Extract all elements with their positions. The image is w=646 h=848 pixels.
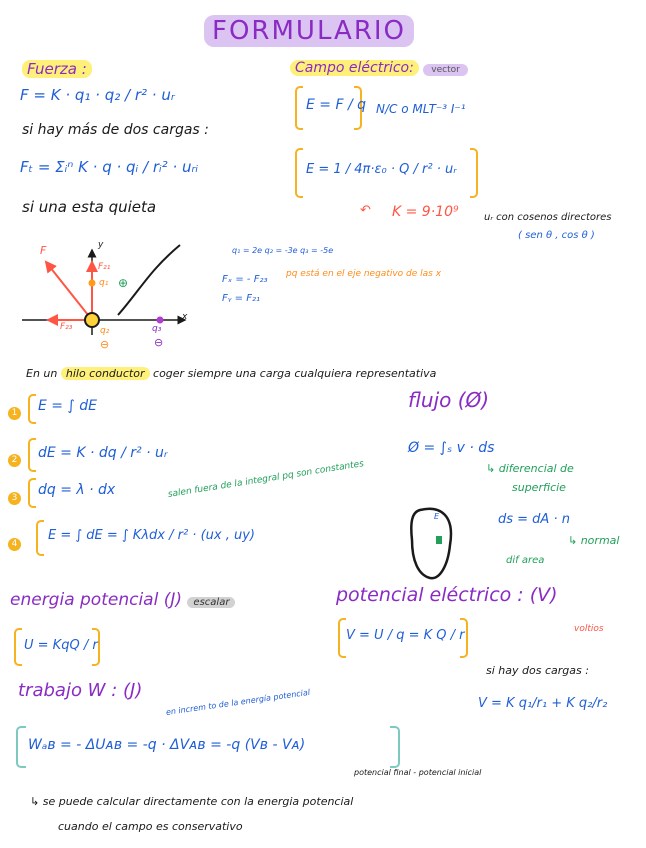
potencial-heading: potencial eléctrico : (V) — [336, 584, 558, 606]
conductor-sentence: En un hilo conductor coger siempre una carga cualquiera representativa — [26, 367, 437, 380]
potencial-two-charges: si hay dos cargas : — [486, 664, 589, 677]
label-q3: q₃ — [152, 324, 162, 334]
label-minus-q3: ⊖ — [154, 336, 164, 349]
surface-shape — [411, 509, 451, 578]
trabajo-sub-note: potencial final - potencial inicial — [354, 768, 482, 777]
fx-equation: Fₓ = - F₂₃ — [222, 274, 268, 285]
campo-heading: Campo eléctrico: vector — [290, 60, 468, 76]
page-title: FORMULARIO — [204, 16, 414, 46]
step-3-equation: dq = λ · dx — [38, 482, 116, 498]
ds-equation: ds = dA · n — [498, 512, 570, 527]
label-F23: F₂₃ — [60, 322, 73, 332]
label-F: F — [40, 244, 47, 257]
step-4-equation: E = ∫ dE = ∫ Kλdx / r² · (ux , uy) — [48, 528, 255, 543]
energia-box-left — [14, 628, 22, 666]
fuerza-multi-text: si hay más de dos cargas : — [22, 122, 209, 138]
campo-k-value: K = 9·10⁹ — [392, 204, 459, 220]
campo-ur-directors: ( sen θ , cos θ ) — [518, 230, 595, 241]
label-F21: F₂₁ — [98, 262, 111, 272]
flujo-note-1: ↳ diferencial de — [486, 462, 574, 475]
surface-element — [436, 536, 442, 544]
step-2: 2 — [8, 447, 21, 467]
trabajo-note: en increm to de la energía potencial — [165, 687, 311, 717]
fy-equation: Fᵧ = F₂₁ — [222, 293, 260, 304]
campo-equation-2: E = 1 / 4π·ε₀ · Q / r² · uᵣ — [306, 162, 457, 177]
flujo-note-2: superficie — [512, 481, 566, 494]
campo-k-arrow: ↶ — [360, 203, 371, 218]
step-2-equation: dE = K · dq / r² · uᵣ — [38, 445, 168, 461]
label-q1: q₁ — [99, 278, 109, 288]
surface-E-label: E — [434, 512, 440, 521]
fuerza-heading: Fuerza : — [22, 60, 92, 78]
energia-heading: energia potencial (J) escalar — [10, 590, 235, 610]
step-1: 1 — [8, 400, 21, 420]
label-q2: q₂ — [100, 326, 110, 336]
step-3: 3 — [8, 485, 21, 505]
step-4: 4 — [8, 531, 21, 551]
charge-values: q₁ = 2e q₂ = -3e q₃ = -5e — [232, 246, 334, 255]
fuerza-quieta-text: si una esta quieta — [22, 198, 157, 216]
label-y: y — [98, 240, 104, 250]
label-minus-q2: ⊖ — [100, 338, 110, 351]
trabajo-box-right — [390, 726, 400, 768]
footer-line-1: ↳ se puede calcular directamente con la energia potencial — [30, 795, 354, 808]
trabajo-equation: Wₐв = - ΔUᴀв = -q · ΔVᴀв = -q (Vв - Vᴀ) — [28, 737, 306, 753]
potencial-equation-2: V = K q₁/r₁ + K q₂/r₂ — [478, 696, 608, 711]
label-plus: ⊕ — [118, 276, 129, 290]
normal-label: ↳ normal — [568, 534, 620, 547]
footer-line-2: cuando el campo es conservativo — [58, 820, 243, 833]
voltios-label: voltios — [574, 624, 604, 634]
flujo-heading: flujo (Ø) — [408, 388, 490, 412]
trabajo-heading: trabajo W : (J) — [18, 680, 143, 701]
flujo-equation: Ø = ∫ₛ v · ds — [408, 440, 495, 456]
energia-equation: U = KqQ / r — [24, 638, 98, 653]
fuerza-sum-equation: Fₜ = Σᵢⁿ K · q · qᵢ / rᵢ² · uᵣᵢ — [20, 158, 199, 176]
potencial-equation: V = U / q = K Q / r — [346, 628, 465, 643]
label-x: x — [182, 312, 188, 322]
constants-note: salen fuera de la integral pq son constantes — [167, 459, 365, 500]
campo-equation-1: E = F / q — [306, 97, 367, 113]
trabajo-box-left — [16, 726, 26, 768]
step-1-equation: E = ∫ dE — [38, 398, 97, 414]
campo-units: N/C o MLT⁻³ I⁻¹ — [376, 102, 466, 116]
fuerza-equation: F = K · q₁ · q₂ / r² · uᵣ — [20, 86, 175, 104]
dif-area-label: dif area — [506, 555, 545, 566]
potencial-box-left — [338, 618, 346, 658]
fx-note: pq está en el eje negativo de las x — [286, 269, 442, 279]
campo-ur-text: uᵣ con cosenos directores — [484, 212, 612, 223]
